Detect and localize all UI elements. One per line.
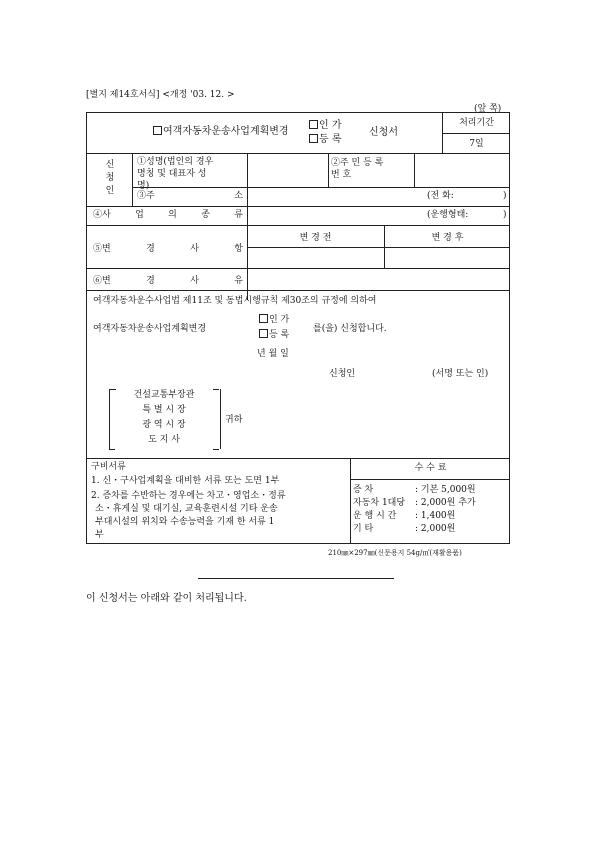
- change-items-label: ⑤변 경 사 항: [93, 244, 243, 254]
- application-form: 여객자동차운송사업계획변경 인 가 등 록 신청서 처리기간 7일 신 청 인 ①성명(법인의 경우 명칭 및 대표자 성 명) ②주 민 등 록 번 호 ③주 소 (전 화: ) ④사 업 의 종 류 (운행형태: ) ⑤변 경 사 항 변 경 전 변 경 후 ⑥변 경 사 유 여객자동차운수사업법 제11조 및 동법시행규칙 제30조의 규정에 의하여 여객자동차운송사업계획변경 인 가 등 록 를(을) 신청합니다. 년 월 일 신청인 (서명 또는 인) 건설교통부장관 특 별 시 장 광 역 시 장 도 지 사 귀하 구비서류 1. 신・구사업계획을 대비한 서류 또는 도면 1부 2. 증차를 수반하는 경우에는 차고・영업소・정류 소・휴게실 및 대기실, 교육훈련시설 기타 운송 부대시설의 위치와 수송능력을 기재 한 서류 1 부 수 수 료 증 차 자동차 1대당 운 행 시 간 기 타 : 기본 5,000원 : 2,000원 추가 : 1,400원 : 2,000원: [86, 112, 510, 544]
- checkbox-icon: [259, 329, 268, 338]
- signature-field[interactable]: (서명 또는 인): [432, 369, 489, 379]
- operation-type-label: (운행형태:: [427, 210, 469, 220]
- address-field[interactable]: [249, 189, 419, 204]
- applicant-group-label: 신 청 인: [105, 160, 115, 196]
- fees-values: : 기본 5,000원 : 2,000원 추가 : 1,400원 : 2,000원: [415, 485, 476, 534]
- business-type-field[interactable]: [249, 208, 419, 223]
- phone-label: (전 화:: [427, 191, 454, 201]
- page-side-label: (앞 쪽): [474, 104, 502, 114]
- checkbox-icon: [259, 314, 268, 323]
- business-type-label: ④사 업 의 종 류: [93, 210, 243, 220]
- fees-header: 수 수 료: [414, 463, 447, 473]
- checkbox-icon: [309, 134, 318, 143]
- addressee-officials: 건설교통부장관 특 별 시 장 광 역 시 장 도 지 사: [133, 390, 195, 445]
- title-main: 여객자동차운송사업계획변경: [163, 126, 289, 137]
- resident-id-label: ②주 민 등 록 번 호: [331, 158, 384, 180]
- resident-id-field[interactable]: [416, 157, 508, 185]
- name-field[interactable]: [249, 157, 327, 185]
- processing-note: 이 신청서는 아래와 같이 처리됩니다.: [86, 593, 247, 604]
- statement-option-approval[interactable]: 인 가: [259, 314, 289, 326]
- paper-spec: 210㎜×297㎜(신문용지 54g/㎡(재활용품): [328, 549, 462, 557]
- title-option-registration[interactable]: 등 록: [309, 134, 342, 146]
- checkbox-icon: [153, 126, 162, 135]
- statement-line2-prefix: 여객자동차운송사업계획변경: [93, 324, 207, 334]
- checkbox-icon: [309, 120, 318, 129]
- documents-label: 구비서류: [91, 462, 126, 472]
- before-change-field[interactable]: [249, 249, 382, 266]
- title-suffix: 신청서: [369, 127, 398, 138]
- addressee-to: 귀하: [225, 415, 243, 425]
- after-change-field[interactable]: [386, 249, 508, 266]
- application-date[interactable]: 년 월 일: [257, 349, 289, 359]
- name-label: ①성명(법인의 경우 명칭 및 대표자 성 명): [137, 157, 214, 191]
- address-label: ③주 소: [137, 191, 243, 201]
- title-option-approval[interactable]: 인 가: [309, 120, 342, 132]
- form-reference: [별지 제14호서식] <개정 '03. 12. >: [86, 90, 235, 100]
- change-reason-field[interactable]: [249, 270, 508, 298]
- change-reason-label: ⑥변 경 사 유: [93, 276, 243, 286]
- after-change-header: 변 경 후: [431, 233, 464, 243]
- processing-period-value: 7일: [469, 139, 484, 149]
- document-item-1: 1. 신・구사업계획을 대비한 서류 또는 도면 1부: [91, 476, 280, 486]
- statement-line1: 여객자동차운수사업법 제11조 및 동법시행규칙 제30조의 규정에 의하여: [93, 296, 377, 306]
- processing-period-label: 처리기간: [459, 118, 494, 128]
- applicant-sign-label: 신청인: [329, 369, 356, 379]
- before-change-header: 변 경 전: [299, 233, 332, 243]
- fees-labels: 증 차 자동차 1대당 운 행 시 간 기 타: [353, 485, 406, 534]
- statement-option-registration[interactable]: 등 록: [259, 329, 289, 341]
- statement-line2-suffix: 를(을) 신청합니다.: [313, 324, 387, 334]
- form-title: [153, 126, 289, 138]
- document-item-2: 2. 증차를 수반하는 경우에는 차고・영업소・정류 소・휴게실 및 대기실, 교육훈련시설 기타 운송 부대시설의 위치와 수송능력을 기재 한 서류 1 부: [91, 491, 286, 540]
- separator-line: [198, 578, 394, 579]
